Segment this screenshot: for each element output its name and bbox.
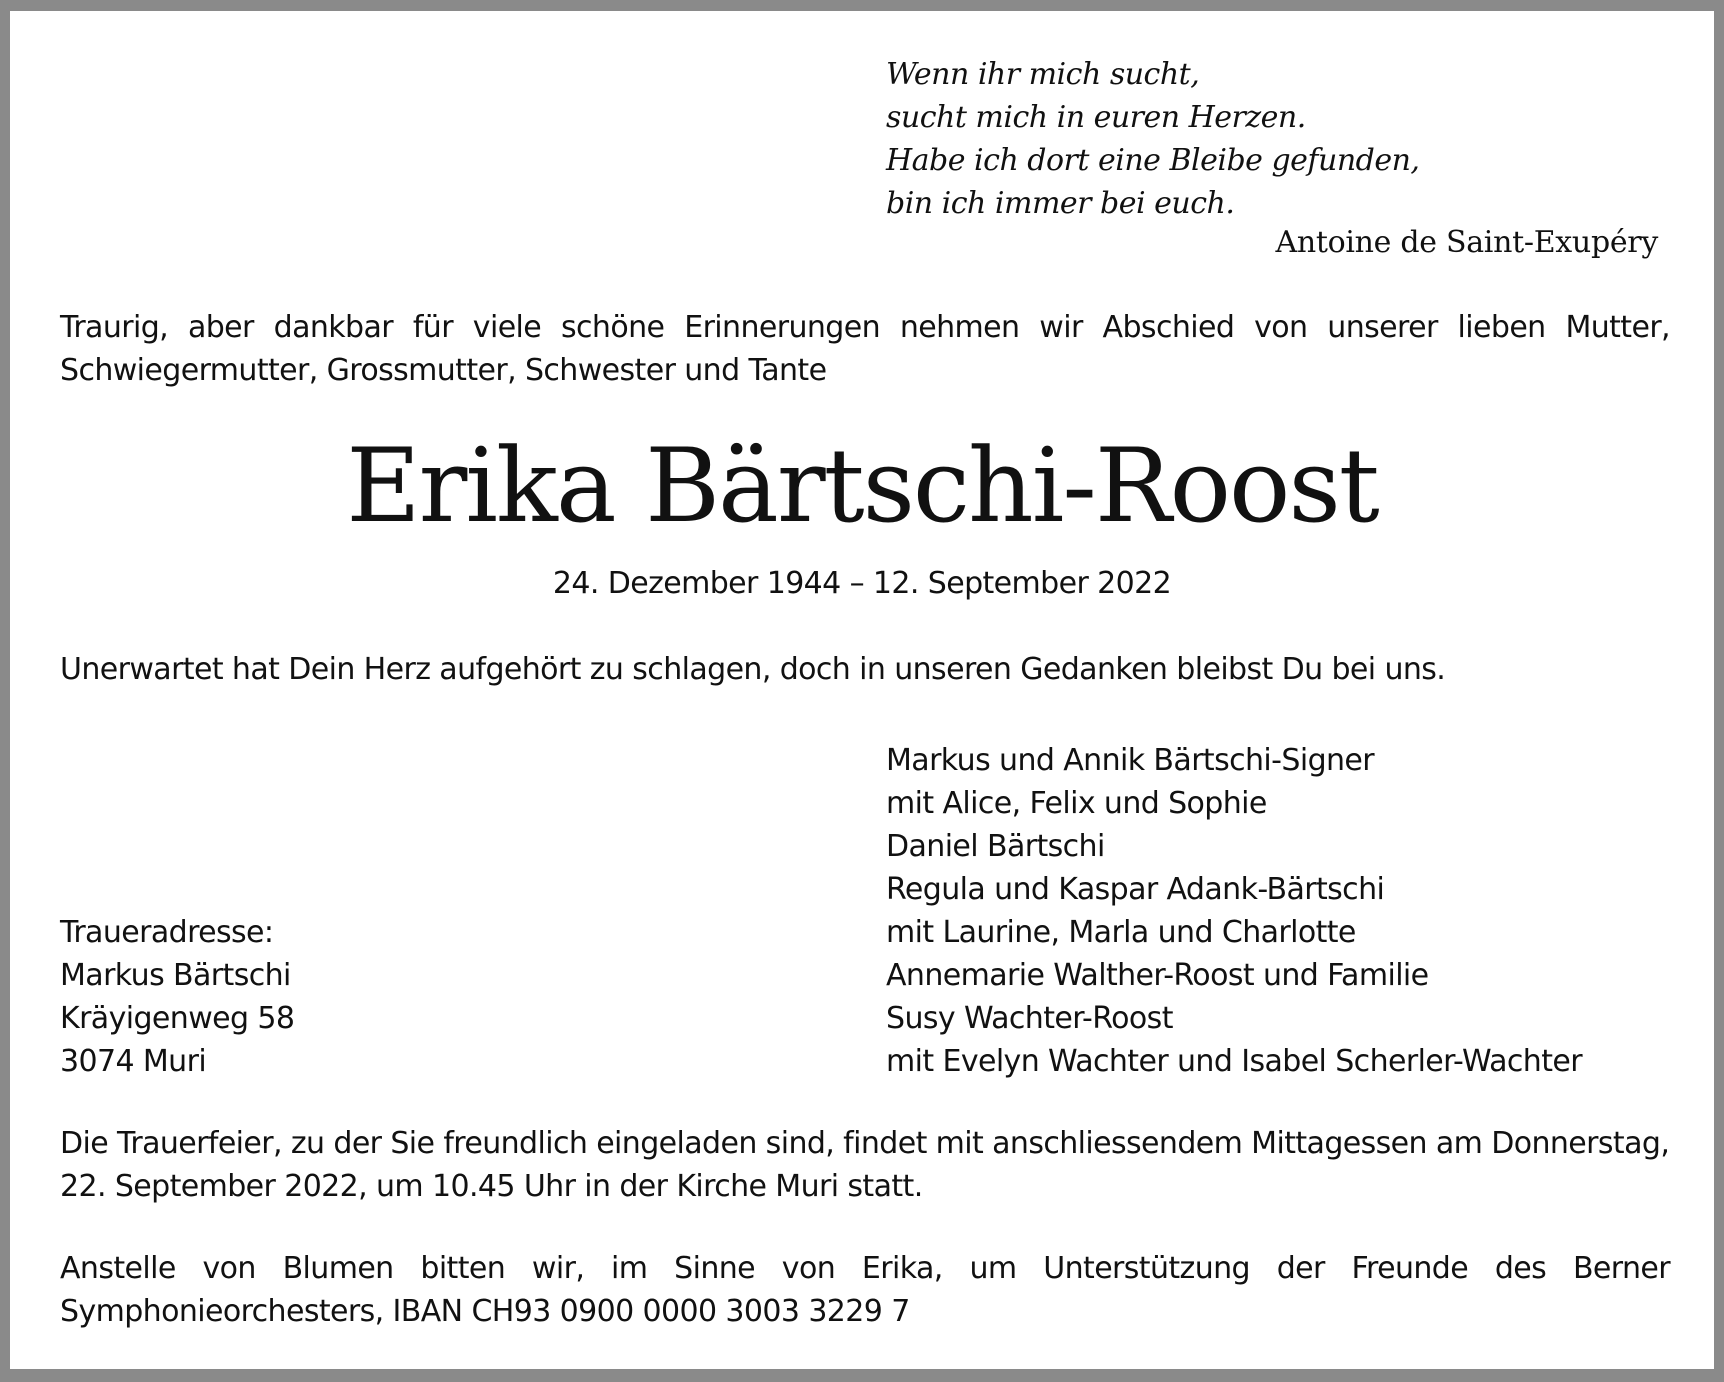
- deceased-name: Erika Bärtschi-Roost: [346, 427, 1378, 546]
- family-list: [886, 739, 1686, 1083]
- poem-line: Habe ich dort eine Bleibe gefunden,: [886, 143, 1420, 178]
- poem-line: bin ich immer bei euch.: [886, 186, 1235, 221]
- family-member: Annemarie Walther-Roost und Familie: [886, 958, 1429, 993]
- ceremony-line: 22. September 2022, um 10.45 Uhr in der Kirche Muri statt.: [60, 1169, 923, 1204]
- family-member: Regula und Kaspar Adank-Bärtschi: [886, 872, 1385, 907]
- memorial-text: Unerwartet hat Dein Herz aufgehört zu schlagen, doch in unseren Gedanken bleibst Du bei uns.: [60, 652, 1446, 687]
- family-member: Susy Wachter-Roost: [886, 1001, 1173, 1036]
- obituary-notice: [10, 11, 1714, 1369]
- poem-line: sucht mich in euren Herzen.: [886, 100, 1306, 135]
- mourning-address: [60, 911, 660, 1083]
- address-city: 3074 Muri: [60, 1044, 207, 1079]
- family-member: mit Alice, Felix und Sophie: [886, 786, 1267, 821]
- address-label: Traueradresse:: [60, 915, 274, 950]
- family-member: Daniel Bärtschi: [886, 829, 1105, 864]
- address-name: Markus Bärtschi: [60, 958, 291, 993]
- family-member: Markus und Annik Bärtschi-Signer: [886, 743, 1375, 778]
- poem-line: Wenn ihr mich sucht,: [886, 57, 1200, 92]
- poem-quote: [886, 53, 1646, 225]
- intro-paragraph: Traurig, aber dankbar für viele schöne Erinnerungen nehmen wir Abschied von unserer lieben Mutter, Schwiegermutter, Grossmutter, Schwester und Tante: [60, 310, 1670, 388]
- poem-author: Antoine de Saint-Exupéry: [1275, 225, 1658, 260]
- ceremony-line: Die Trauerfeier, zu der Sie freundlich eingeladen sind, findet mit anschliessendem Mittagessen am Donnerstag,: [60, 1126, 1670, 1161]
- family-member: mit Evelyn Wachter und Isabel Scherler-Wachter: [886, 1044, 1582, 1079]
- life-dates: 24. Dezember 1944 – 12. September 2022: [552, 566, 1172, 601]
- address-street: Kräyigenweg 58: [60, 1001, 295, 1036]
- ceremony-info: [60, 1122, 1670, 1208]
- donation-request: Anstelle von Blumen bitten wir, im Sinne von Erika, um Unterstützung der Freunde des Berner Symphonieorchesters, IBAN CH93 0900 0000 3003 3229 7: [60, 1251, 1670, 1329]
- family-member: mit Laurine, Marla und Charlotte: [886, 915, 1356, 950]
